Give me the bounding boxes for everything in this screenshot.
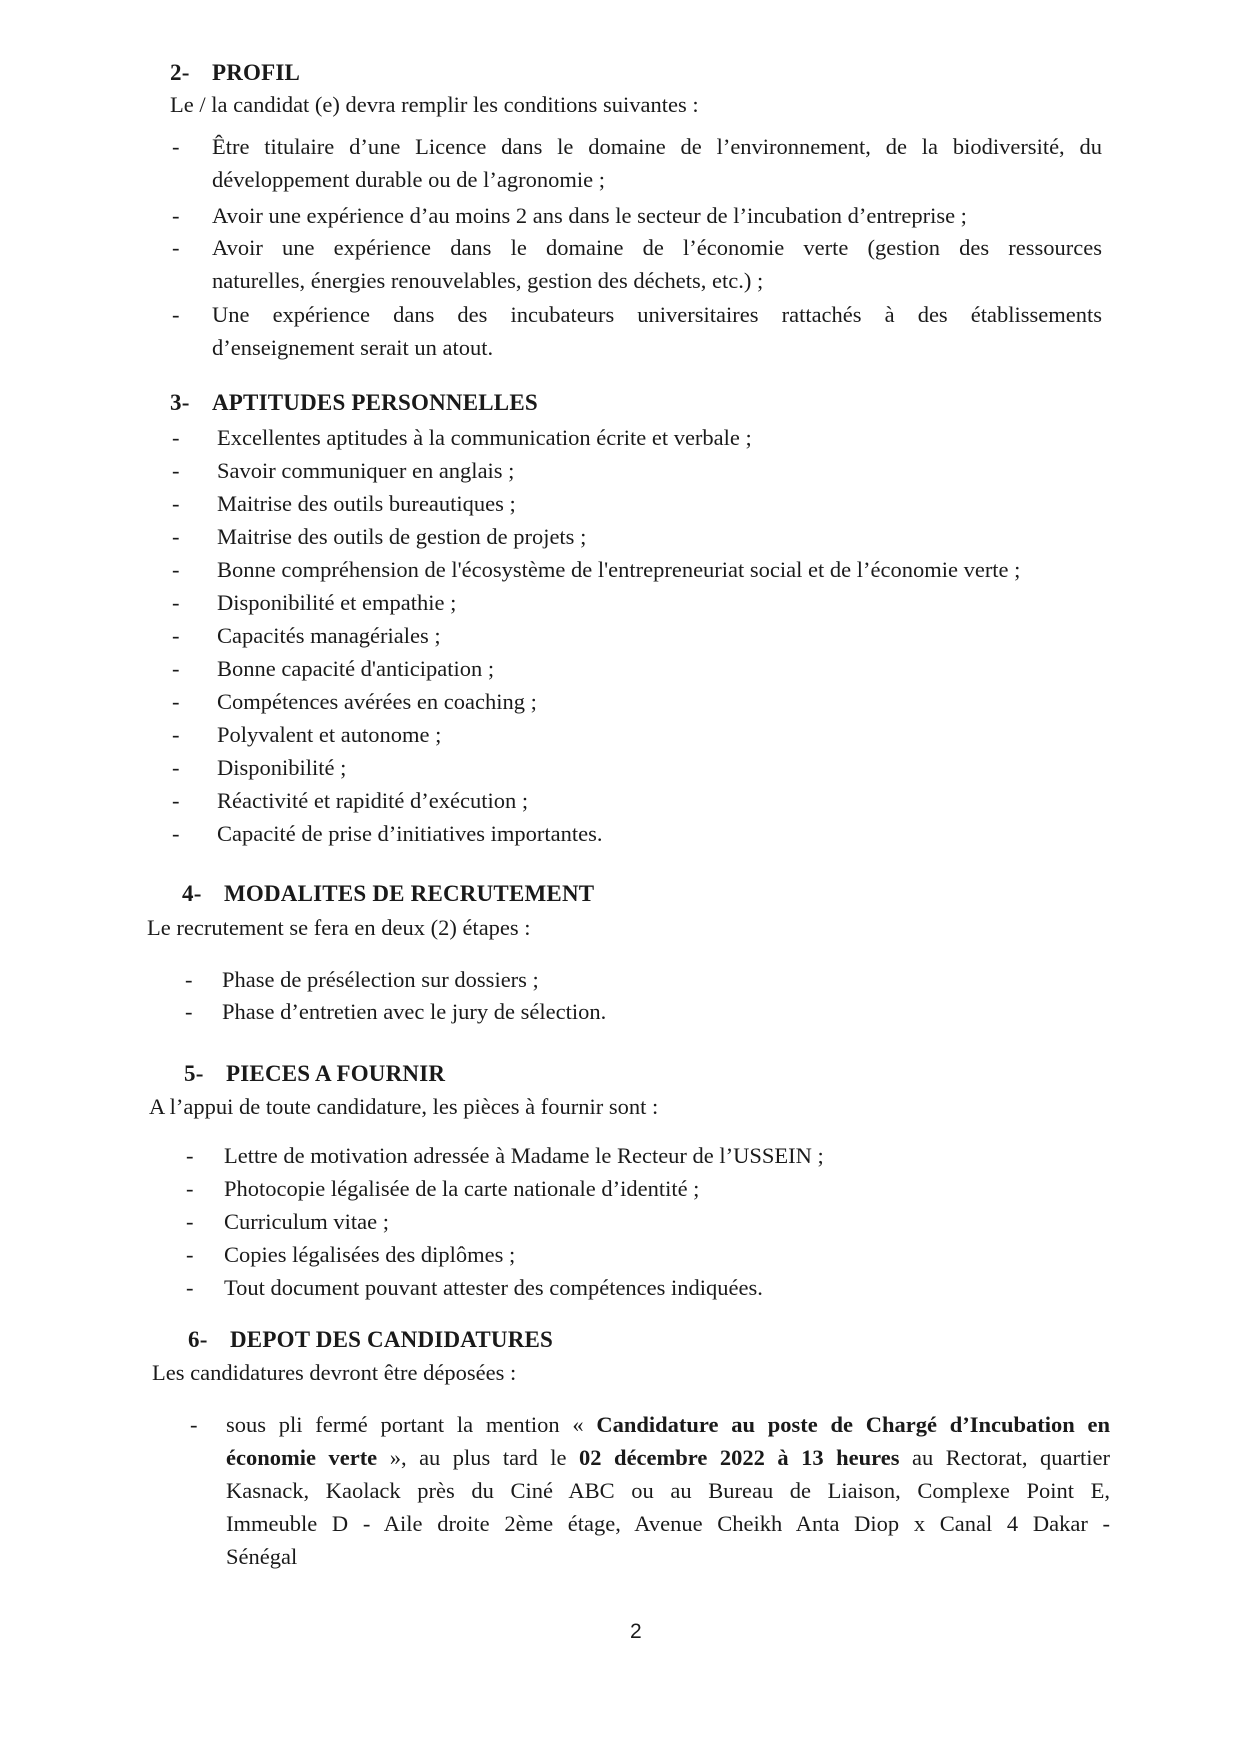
list-item: - Avoir une expérience dans le domaine de l’économie verte (gestion des ressources naturelles, énergies renouvelables, gestion des déchets, etc.) ;	[172, 235, 1102, 293]
list-item: - Capacités managériales ;	[172, 623, 441, 648]
section-number: 5-	[184, 1061, 204, 1086]
section-intro: Le recrutement se fera en deux (2) étapes :	[147, 915, 531, 940]
section-title: PIECES A FOURNIR	[226, 1061, 446, 1086]
list-item: - Réactivité et rapidité d’exécution ;	[172, 788, 529, 813]
section-title: APTITUDES PERSONNELLES	[212, 390, 538, 415]
list-item: - Maitrise des outils de gestion de projets ;	[172, 524, 587, 549]
section-heading-profil	[170, 60, 300, 86]
list-item: - Disponibilité et empathie ;	[172, 590, 457, 615]
section-heading-pieces	[184, 1061, 445, 1087]
section-number: 4-	[182, 881, 202, 906]
list-item: - Phase d’entretien avec le jury de sélection.	[185, 999, 607, 1024]
section-intro: Les candidatures devront être déposées :	[152, 1360, 517, 1385]
page-number: 2	[630, 1620, 642, 1643]
list-item: - Polyvalent et autonome ;	[172, 722, 442, 747]
list-item: - Compétences avérées en coaching ;	[172, 689, 537, 714]
list-item: - Avoir une expérience d’au moins 2 ans dans le secteur de l’incubation d’entreprise ;	[172, 203, 967, 228]
section-title: PROFIL	[212, 60, 301, 85]
section-number: 6-	[188, 1327, 208, 1352]
list-item: - Tout document pouvant attester des compétences indiquées.	[186, 1275, 763, 1300]
section-heading-aptitudes	[170, 390, 538, 416]
section-heading-modalites	[182, 881, 594, 907]
list-item: - Maitrise des outils bureautiques ;	[172, 491, 516, 516]
list-item: - Photocopie légalisée de la carte nationale d’identité ;	[186, 1176, 700, 1201]
list-item: - Phase de présélection sur dossiers ;	[185, 967, 539, 992]
list-item: - Une expérience dans des incubateurs universitaires rattachés à des établissements d’enseignement serait un atout.	[172, 302, 1102, 360]
list-item: - Bonne capacité d'anticipation ;	[172, 656, 495, 681]
list-item: - Curriculum vitae ;	[186, 1209, 389, 1234]
list-item: - Disponibilité ;	[172, 755, 347, 780]
list-item-depot: - sous pli fermé portant la mention « Candidature au poste de Chargé d’Incubation en économie verte », au plus tard le 02 décembre 2022 à 13 heures au Rectorat, quartier Kasnack, Kaolack près du Ciné ABC ou au Bureau de Liaison, Complexe Point E, Immeuble D - Aile droite 2ème étage, Avenue Cheikh Anta Diop x Canal 4 Dakar - Sénégal	[190, 1412, 1110, 1569]
list-item: - Capacité de prise d’initiatives importantes.	[172, 821, 603, 846]
section-number: 3-	[170, 390, 190, 415]
list-item: - Copies légalisées des diplômes ;	[186, 1242, 516, 1267]
section-number: 2-	[170, 60, 190, 85]
section-title: DEPOT DES CANDIDATURES	[230, 1327, 554, 1352]
list-item: - Bonne compréhension de l'écosystème de l'entrepreneuriat social et de l’économie verte ;	[172, 557, 1021, 582]
list-item: - Excellentes aptitudes à la communication écrite et verbale ;	[172, 425, 752, 450]
list-item: - Être titulaire d’une Licence dans le domaine de l’environnement, de la biodiversité, du développement durable ou de l’agronomie ;	[172, 134, 1102, 192]
section-heading-depot	[188, 1327, 553, 1353]
list-item: - Lettre de motivation adressée à Madame le Recteur de l’USSEIN ;	[186, 1143, 824, 1168]
section-title: MODALITES DE RECRUTEMENT	[224, 881, 595, 906]
list-item: - Savoir communiquer en anglais ;	[172, 458, 515, 483]
section-intro: A l’appui de toute candidature, les pièces à fournir sont :	[149, 1094, 659, 1119]
section-intro: Le / la candidat (e) devra remplir les conditions suivantes :	[170, 92, 699, 117]
